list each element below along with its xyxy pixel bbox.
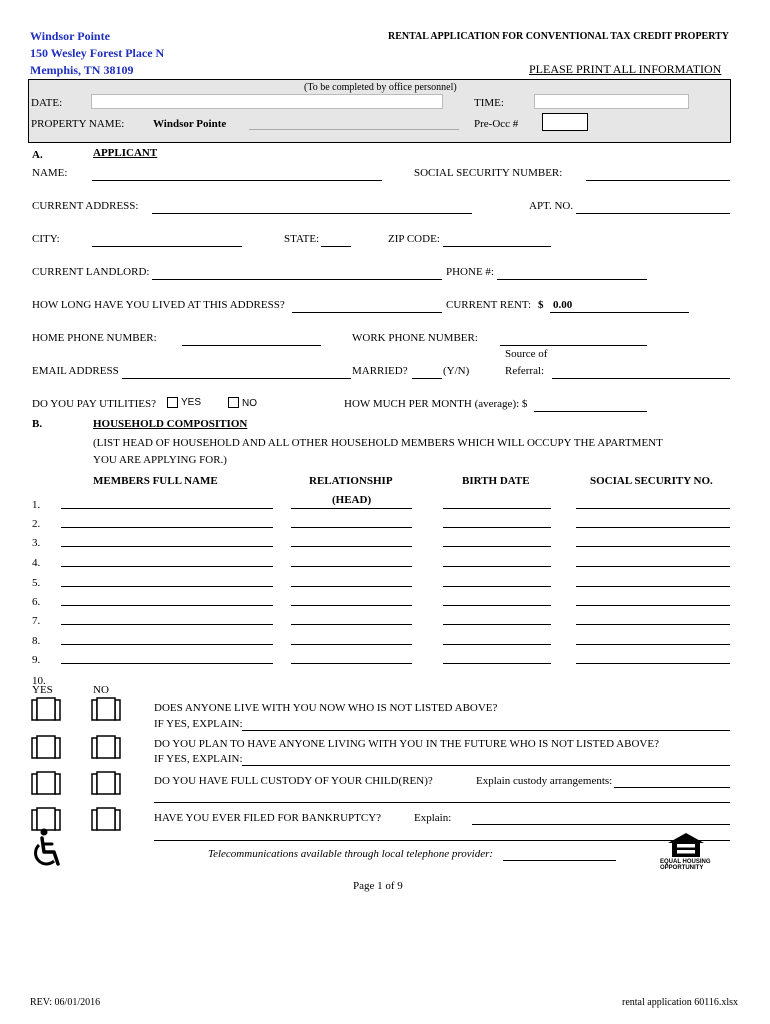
member-ssn-input[interactable] (576, 527, 730, 528)
member-birthdate-input[interactable] (443, 566, 551, 567)
member-birthdate-input[interactable] (443, 624, 551, 625)
section-a-letter: A. (32, 149, 43, 161)
landlord-input[interactable] (152, 279, 442, 280)
property-name-underline (249, 129, 459, 130)
question-2: DO YOU PLAN TO HAVE ANYONE LIVING WITH YOU IN THE FUTURE WHO IS NOT LISTED ABOVE? (154, 738, 659, 750)
member-ssn-input[interactable] (576, 546, 730, 547)
member-ssn-input[interactable] (576, 586, 730, 587)
question-1-explain-input[interactable] (242, 730, 730, 731)
zip-input[interactable] (443, 246, 551, 247)
question-2-explain-label: IF YES, EXPLAIN: (154, 753, 243, 765)
member-ssn-input[interactable] (576, 663, 730, 664)
question-1-yes-checkbox-icon[interactable] (31, 696, 61, 722)
household-row-number: 10. (32, 675, 46, 687)
member-ssn-input[interactable] (576, 605, 730, 606)
member-ssn-input[interactable] (576, 566, 730, 567)
member-name-input[interactable] (61, 644, 273, 645)
question-3-explain-line-2[interactable] (154, 802, 730, 803)
apt-input[interactable] (576, 213, 730, 214)
member-name-input[interactable] (61, 566, 273, 567)
member-relationship-input[interactable] (291, 663, 412, 664)
date-label: DATE: (31, 97, 63, 109)
current-address-label: CURRENT ADDRESS: (32, 200, 139, 212)
question-3-yes-checkbox-icon[interactable] (31, 770, 61, 796)
member-relationship-input[interactable] (291, 508, 412, 509)
head-label: (HEAD) (332, 494, 372, 506)
household-row-number: 4. (32, 557, 41, 569)
question-3-explain-label: Explain custody arrangements: (476, 775, 613, 787)
city-label: CITY: (32, 233, 60, 245)
member-relationship-input[interactable] (291, 624, 412, 625)
work-phone-label: WORK PHONE NUMBER: (352, 332, 478, 344)
married-label: MARRIED? (352, 365, 408, 377)
yes-column-header: YES (32, 684, 53, 696)
member-name-input[interactable] (61, 605, 273, 606)
question-2-explain-input[interactable] (242, 765, 730, 766)
telecom-provider-input[interactable] (503, 860, 616, 861)
zip-label: ZIP CODE: (388, 233, 440, 245)
name-label: NAME: (32, 167, 68, 179)
member-birthdate-input[interactable] (443, 586, 551, 587)
question-4-explain-label: Explain: (414, 812, 452, 824)
property-city: Memphis, TN 38109 (30, 63, 134, 77)
section-a-title: APPLICANT (93, 147, 158, 159)
state-label: STATE: (284, 233, 320, 245)
member-ssn-input[interactable] (576, 508, 730, 509)
member-birthdate-input[interactable] (443, 663, 551, 664)
section-b-title: HOUSEHOLD COMPOSITION (93, 418, 248, 430)
current-rent-label: CURRENT RENT: (446, 299, 532, 311)
ssn-label: SOCIAL SECURITY NUMBER: (414, 167, 563, 179)
landlord-phone-input[interactable] (497, 279, 647, 280)
member-name-input[interactable] (61, 527, 273, 528)
office-note: (To be completed by office personnel) (304, 82, 457, 93)
member-name-input[interactable] (61, 586, 273, 587)
household-row-number: 5. (32, 577, 41, 589)
member-ssn-input[interactable] (576, 644, 730, 645)
current-rent-value[interactable]: 0.00 (553, 299, 573, 311)
page-number: Page 1 of 9 (353, 880, 403, 892)
col-relationship: RELATIONSHIP (309, 475, 393, 487)
preocc-input[interactable] (542, 113, 588, 131)
question-2-no-checkbox-icon[interactable] (91, 734, 121, 760)
form-title: RENTAL APPLICATION FOR CONVENTIONAL TAX CREDIT PROPERTY (388, 31, 729, 42)
col-members-name: MEMBERS FULL NAME (93, 475, 218, 487)
date-input[interactable] (91, 94, 443, 109)
question-4-explain-line-2[interactable] (154, 840, 730, 841)
question-1-explain-label: IF YES, EXPLAIN: (154, 718, 243, 730)
member-name-input[interactable] (61, 663, 273, 664)
property-address: 150 Wesley Forest Place N (30, 46, 165, 60)
time-input[interactable] (534, 94, 689, 109)
eho-text-1: EQUAL HOUSING (660, 859, 711, 865)
email-label: EMAIL ADDRESS (32, 365, 119, 377)
household-row-number: 6. (32, 596, 41, 608)
question-3-explain-input[interactable] (614, 787, 730, 788)
utilities-no-checkbox[interactable] (228, 397, 239, 408)
section-b-letter: B. (32, 418, 43, 430)
utilities-yes-checkbox[interactable] (167, 397, 178, 408)
landlord-phone-label: PHONE #: (446, 266, 494, 278)
property-name-value[interactable]: Windsor Pointe (153, 118, 227, 130)
current-address-input[interactable] (152, 213, 472, 214)
utilities-label: DO YOU PAY UTILITIES? (32, 398, 156, 410)
print-notice: PLEASE PRINT ALL INFORMATION (529, 62, 722, 76)
household-row-number: 3. (32, 537, 41, 549)
member-name-input[interactable] (61, 546, 273, 547)
eho-text-2: OPPORTUNITY (660, 865, 704, 871)
married-hint: (Y/N) (443, 365, 470, 377)
member-name-input[interactable] (61, 624, 273, 625)
member-relationship-input[interactable] (291, 605, 412, 606)
member-birthdate-input[interactable] (443, 605, 551, 606)
member-relationship-input[interactable] (291, 644, 412, 645)
question-4-no-checkbox-icon[interactable] (91, 806, 121, 832)
time-label: TIME: (474, 97, 504, 109)
home-phone-label: HOME PHONE NUMBER: (32, 332, 157, 344)
member-birthdate-input[interactable] (443, 546, 551, 547)
household-row-number: 8. (32, 635, 41, 647)
question-3: DO YOU HAVE FULL CUSTODY OF YOUR CHILD(REN)? (154, 775, 433, 787)
question-4-explain-input[interactable] (472, 824, 730, 825)
question-3-no-checkbox-icon[interactable] (91, 770, 121, 796)
question-4: HAVE YOU EVER FILED FOR BANKRUPTCY? (154, 812, 382, 824)
work-phone-input[interactable] (500, 345, 647, 346)
equal-housing-icon (666, 832, 706, 858)
landlord-label: CURRENT LANDLORD: (32, 266, 150, 278)
city-input[interactable] (92, 246, 242, 247)
revision-date: REV: 06/01/2016 (30, 997, 101, 1008)
married-input[interactable] (412, 378, 442, 379)
home-phone-input[interactable] (182, 345, 321, 346)
howlong-label: HOW LONG HAVE YOU LIVED AT THIS ADDRESS? (32, 299, 285, 311)
no-column-header: NO (93, 684, 109, 696)
utilities-yes-label: YES (181, 397, 202, 408)
member-relationship-input[interactable] (291, 546, 412, 547)
email-input[interactable] (122, 378, 351, 379)
household-row-number: 9. (32, 654, 41, 666)
member-relationship-input[interactable] (291, 527, 412, 528)
household-row-number: 7. (32, 615, 41, 627)
question-1: DOES ANYONE LIVE WITH YOU NOW WHO IS NOT LISTED ABOVE? (154, 702, 498, 714)
per-month-label: HOW MUCH PER MONTH (average): $ (344, 398, 528, 410)
rent-currency: $ (538, 299, 544, 311)
telecom-note: Telecommunications available through local telephone provider: (208, 848, 494, 860)
ssn-input[interactable] (586, 180, 730, 181)
member-birthdate-input[interactable] (443, 644, 551, 645)
source-label-2: Referral: (505, 365, 545, 377)
member-ssn-input[interactable] (576, 624, 730, 625)
state-input[interactable] (321, 246, 351, 247)
member-relationship-input[interactable] (291, 566, 412, 567)
col-ssn: SOCIAL SECURITY NO. (590, 475, 713, 487)
current-rent-underline (550, 312, 689, 313)
household-row-number: 1. (32, 499, 41, 511)
member-name-input[interactable] (61, 508, 273, 509)
per-month-input[interactable] (534, 411, 647, 412)
household-instruction-2: YOU ARE APPLYING FOR.) (93, 454, 227, 466)
household-row-number: 2. (32, 518, 41, 530)
question-2-yes-checkbox-icon[interactable] (31, 734, 61, 760)
apt-label: APT. NO. (529, 200, 574, 212)
wheelchair-icon (33, 828, 63, 872)
col-birth-date: BIRTH DATE (462, 475, 530, 487)
member-relationship-input[interactable] (291, 586, 412, 587)
preocc-label: Pre-Occ # (474, 118, 519, 130)
household-instruction-1: (LIST HEAD OF HOUSEHOLD AND ALL OTHER HOUSEHOLD MEMBERS WHICH WILL OCCUPY THE APARTMENT (93, 437, 663, 449)
office-use-box (28, 79, 731, 143)
howlong-input[interactable] (292, 312, 442, 313)
utilities-no-label: NO (242, 398, 257, 409)
source-input[interactable] (552, 378, 730, 379)
file-name: rental application 60116.xlsx (622, 997, 738, 1008)
property-name-label: PROPERTY NAME: (31, 118, 125, 130)
member-birthdate-input[interactable] (443, 508, 551, 509)
name-input[interactable] (92, 180, 382, 181)
source-label-1: Source of (505, 348, 548, 360)
question-1-no-checkbox-icon[interactable] (91, 696, 121, 722)
property-name-header: Windsor Pointe (30, 29, 110, 43)
member-birthdate-input[interactable] (443, 527, 551, 528)
